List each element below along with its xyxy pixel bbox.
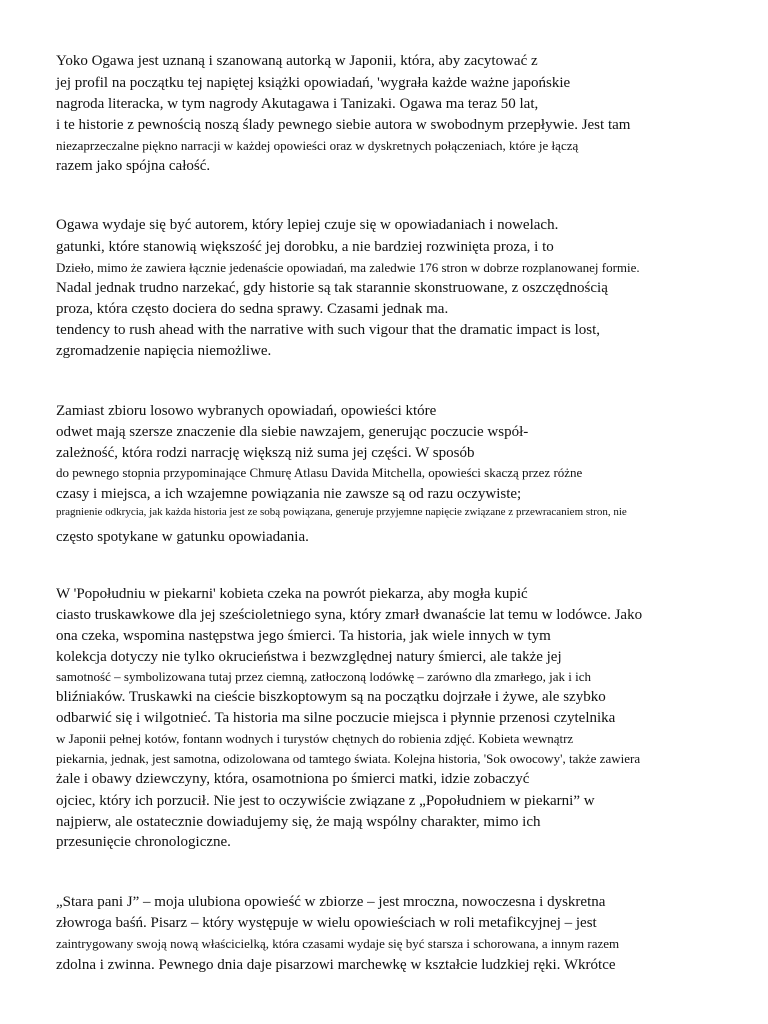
paragraph-4-line-10: żale i obawy dziewczyny, która, osamotniona po śmierci matki, idzie zobaczyć [56,771,530,787]
paragraph-3-line-7: często spotykane w gatunku opowiadania. [56,529,309,545]
paragraph-4-line-13: przesunięcie chronologiczne. [56,834,231,850]
paragraph-4-line-11: ojciec, który ich porzucił. Nie jest to oczywiście związane z „Popołudniem w piekarni” w [56,793,595,809]
paragraph-3-line-2: odwet mają szersze znaczenie dla siebie nawzajem, generując poczucie współ- [56,424,529,440]
paragraph-5-line-1: „Stara pani J” – moja ulubiona opowieść w zbiorze – jest mroczna, nowoczesna i dyskretna [56,894,606,910]
paragraph-2-line-2: gatunki, które stanowią większość jej dorobku, a nie bardziej rozwinięta proza, i to [56,239,554,255]
paragraph-1-line-5: niezaprzeczalne piękno narracji w każdej opowieści oraz w dyskretnych połączeniach, które je łączą [56,138,579,153]
paragraph-5-line-3: zaintrygowany swoją nową właścicielką, która czasami wydaje się być starsza i schorowana, a innym razem [56,936,620,951]
paragraph-4-line-2: ciasto truskawkowe dla jej sześcioletniego syna, który zmarł dwanaście lat temu w lodówce. Jako [56,607,643,623]
paragraph-4-line-4: kolekcja dotyczy nie tylko okrucieństwa i bezwzględnej natury śmierci, ale także jej [56,649,562,665]
paragraph-4-line-8: w Japonii pełnej kotów, fontann wodnych i turystów chętnych do robienia zdjęć. Kobieta wewnątrz [56,731,574,746]
paragraph-3-line-4: do pewnego stopnia przypominające Chmurę Atlasu Davida Mitchella, opowieści skaczą przez różne [56,465,583,480]
paragraph-1-line-3: nagroda literacka, w tym nagrody Akutagawa i Tanizaki. Ogawa ma teraz 50 lat, [56,96,539,112]
paragraph-2-line-3: Dzieło, mimo że zawiera łącznie jedenaście opowiadań, ma zaledwie 176 stron w dobrze rozplanowanej formie. [56,260,640,275]
paragraph-2-line-1: Ogawa wydaje się być autorem, który lepiej czuje się w opowiadaniach i nowelach. [56,217,559,233]
paragraph-4-line-12: najpierw, ale ostatecznie dowiadujemy się, że mają wspólny charakter, mimo ich [56,814,541,830]
paragraph-3-line-1: Zamiast zbioru losowo wybranych opowiadań, opowieści które [56,403,437,419]
paragraph-4-line-9: piekarnia, jednak, jest samotna, odizolowana od tamtego świata. Kolejna historia, 'Sok owocowy', także zawiera [56,751,641,766]
paragraph-4-line-5: samotność – symbolizowana tutaj przez ciemną, zatłoczoną lodówkę – zarówno dla zmarłego, jak i ich [56,669,591,684]
paragraph-4-line-3: ona czeka, wspomina następstwa jego śmierci. Ta historia, jak wiele innych w tym [56,628,551,644]
paragraph-1-line-4: i te historie z pewnością noszą ślady pewnego siebie autora w swobodnym przepływie. Jest tam [56,117,631,133]
paragraph-3-line-3: zależność, która rodzi narrację większą niż suma jej części. W sposób [56,445,475,461]
paragraph-3-line-6: pragnienie odkrycia, jak każda historia jest ze sobą powiązana, generuje przyjemne napięcie związane z przewracaniem stron, nie [56,506,627,518]
paragraph-2-line-5: proza, która często dociera do sedna sprawy. Czasami jednak ma. [56,301,449,317]
paragraph-4-line-6: bliźniaków. Truskawki na cieście biszkoptowym są na początku dojrzałe i żywe, ale szybko [56,689,606,705]
paragraph-4-line-1: W 'Popołudniu w piekarni' kobieta czeka na powrót piekarza, aby mogła kupić [56,586,528,602]
paragraph-1-line-6: razem jako spójna całość. [56,158,211,174]
paragraph-2-line-6: tendency to rush ahead with the narrative with such vigour that the dramatic impact is lost, [56,322,601,338]
paragraph-3-line-5: czasy i miejsca, a ich wzajemne powiązania nie zawsze są od razu oczywiste; [56,486,522,502]
paragraph-5-line-4: zdolna i zwinna. Pewnego dnia daje pisarzowi marchewkę w kształcie ludzkiej ręki. Wkrótce [56,957,616,973]
paragraph-1-line-2: jej profil na początku tej napiętej książki opowiadań, 'wygrała każde ważne japońskie [56,75,571,91]
paragraph-1-line-1: Yoko Ogawa jest uznaną i szanowaną autorką w Japonii, która, aby zacytować z [56,53,538,69]
paragraph-4-line-7: odbarwić się i wilgotnieć. Ta historia ma silne poczucie miejsca i płynnie przenosi czytelnika [56,710,616,726]
paragraph-2-line-7: zgromadzenie napięcia niemożliwe. [56,343,272,359]
paragraph-5-line-2: złowroga baśń. Pisarz – który występuje w wielu opowieściach w roli metafikcyjnej – jest [56,915,597,931]
paragraph-2-line-4: Nadal jednak trudno narzekać, gdy historie są tak starannie skonstruowane, z oszczędnością [56,280,608,296]
